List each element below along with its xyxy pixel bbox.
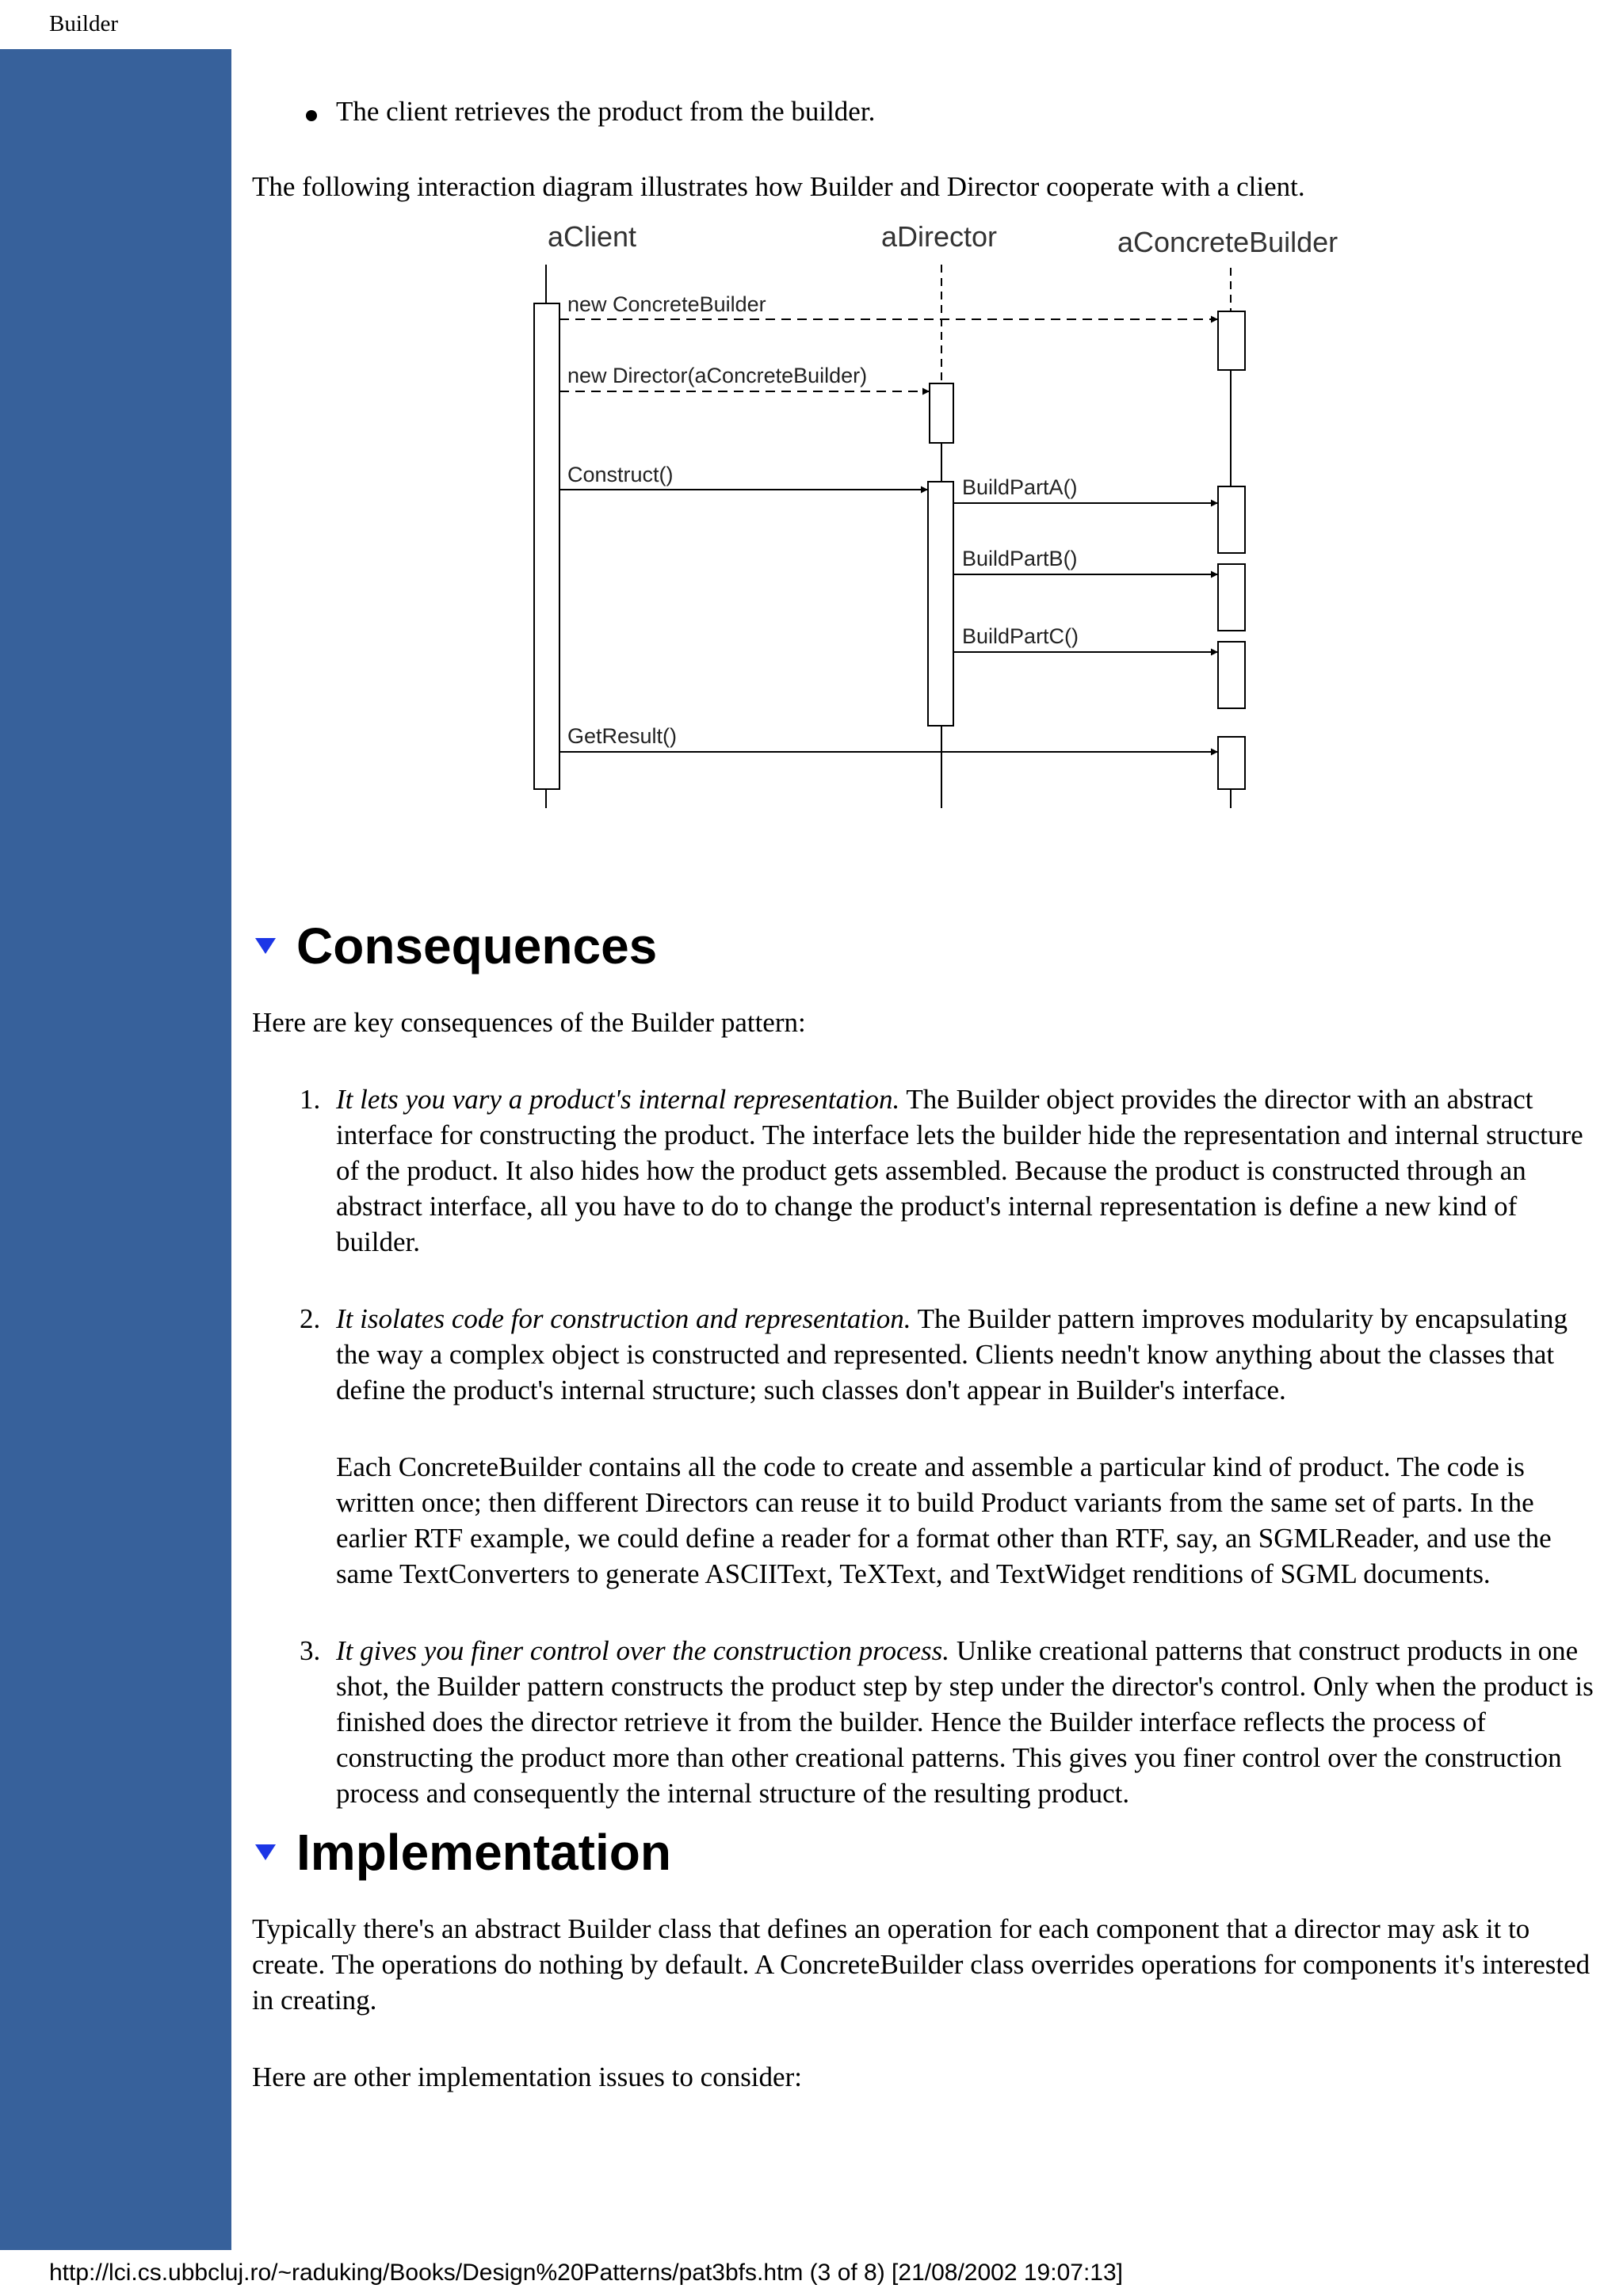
- item-lead: It isolates code for construction and representation.: [336, 1303, 911, 1334]
- bullet-list: [252, 93, 1604, 129]
- item-number: 2.: [300, 1303, 321, 1334]
- message-label: GetResult(): [567, 724, 678, 748]
- interaction-diagram: [252, 219, 1604, 900]
- message-label: BuildPartB(): [962, 547, 1078, 570]
- message-label: BuildPartA(): [962, 475, 1078, 499]
- implementation-heading: [252, 1821, 1604, 1884]
- item-text: The Builder pattern improves modularity by encapsulating the way a complex object is constructed and represented. Clients needn't know anything about the classes that define the product's internal structure; such classes don't appear in Builder's interface.: [336, 1303, 1568, 1405]
- item-extra-paragraph: Each ConcreteBuilder contains all the code to create and assemble a particular kind of product. The code is written once; then different Directors can reuse it to build Product variants from the same set of parts. In the earlier RTF example, we could define a reader for a format other than RTF, say, an SGMLReader, and use the same TextConverters to generate ASCIIText, TeXText, and TextWidget renditions of SGML documents.: [336, 1451, 1552, 1589]
- consequences-heading: [252, 914, 1604, 978]
- diagram-intro: The following interaction diagram illustrates how Builder and Director cooperate with a client.: [252, 171, 1305, 202]
- expand-triangle-icon[interactable]: [255, 1844, 276, 1860]
- item-lead: It gives you finer control over the construction process.: [336, 1635, 950, 1666]
- activation-box: [1218, 642, 1245, 708]
- participant-label: aConcreteBuilder: [1117, 226, 1338, 258]
- heading-text: Consequences: [296, 917, 658, 974]
- message-label: BuildPartC(): [962, 624, 1079, 648]
- participant-label: aDirector: [881, 220, 998, 253]
- expand-triangle-icon[interactable]: [255, 938, 276, 954]
- heading-text: Implementation: [296, 1824, 671, 1881]
- activation-box: [534, 303, 559, 789]
- list-item: [252, 1301, 1604, 1592]
- activation-box: [1218, 564, 1245, 631]
- activation-box: [1218, 737, 1245, 789]
- message-label: new ConcreteBuilder: [567, 292, 766, 316]
- participant-label: aClient: [548, 220, 637, 253]
- item-number: 1.: [300, 1084, 321, 1115]
- list-item: [252, 1633, 1604, 1811]
- item-text: The Builder object provides the director with an abstract interface for constructing the product. The interface lets the builder hide the representation and internal structure of the product. It also hides how the product gets assembled. Because the product is constructed through an abstract interface, all you have to do to change the product's internal representation is define a new kind of builder.: [336, 1084, 1583, 1257]
- content: [252, 93, 1604, 2095]
- item-lead: It lets you vary a product's internal representation.: [336, 1084, 900, 1115]
- consequences-intro: Here are key consequences of the Builder pattern:: [252, 1007, 806, 1038]
- activation-box: [930, 383, 953, 443]
- sidebar: [0, 49, 231, 2250]
- message-label: new Director(aConcreteBuilder): [567, 364, 868, 387]
- activation-box: [1218, 311, 1245, 370]
- list-item: [252, 1081, 1604, 1260]
- page-title: Builder: [49, 11, 118, 36]
- implementation-paragraph: Here are other implementation issues to consider:: [252, 2061, 802, 2092]
- list-item: The client retrieves the product from the builder.: [336, 93, 1604, 129]
- item-text: Unlike creational patterns that construct products in one shot, the Builder pattern constructs the product step by step under the director's control. Only when the product is finished does the director retrieve it from the builder. Hence the Builder interface reflects the process of constructing the product more than other creational patterns. This gives you finer control over the construction process and consequently the internal structure of the resulting product.: [336, 1635, 1594, 1809]
- activation-box: [928, 482, 953, 726]
- consequences-list: [252, 1081, 1604, 1811]
- activation-box: [1218, 486, 1245, 553]
- footer-url: http://lci.cs.ubbcluj.ro/~raduking/Books/Design%20Patterns/pat3bfs.htm (3 of 8) [21/08/2002 19:07:13]: [49, 2260, 1123, 2286]
- item-number: 3.: [300, 1635, 321, 1666]
- implementation-paragraph: Typically there's an abstract Builder class that defines an operation for each component that a director may ask it to create. The operations do nothing by default. A ConcreteBuilder class overrides operations for components it's interested in creating.: [252, 1913, 1591, 2016]
- message-label: Construct(): [567, 463, 674, 486]
